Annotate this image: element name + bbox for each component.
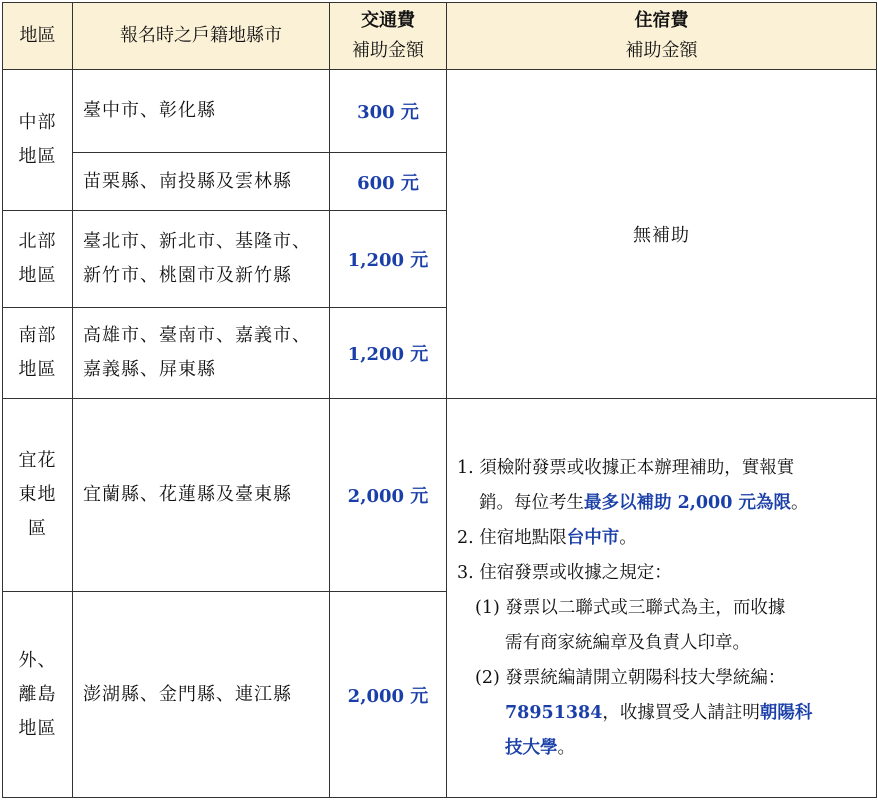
lodging-none: 無補助	[447, 70, 877, 399]
transport-sub: 補助金額	[352, 40, 424, 61]
note-highlight: 最多以補助 2,000 元為限	[584, 493, 791, 513]
region-east: 宜花 東地 區	[3, 399, 73, 592]
lodging-notes	[447, 399, 877, 798]
region-islands: 外、 離島 地區	[3, 592, 73, 798]
note-1-line-1: 1. 須檢附發票或收據正本辦理補助，實報實	[457, 458, 795, 478]
region-south: 南部 地區	[3, 308, 73, 399]
note-2: 2. 住宿地點限台中市。	[457, 528, 637, 548]
lodging-title: 住宿費	[634, 10, 689, 31]
transport-amount: 1,200 元	[330, 211, 447, 308]
transport-amount: 1,200 元	[330, 308, 447, 399]
note-3-2-line-2: 78951384，收據買受人請註明朝陽科	[505, 703, 813, 723]
note-3-1-line-2: 需有商家統編章及負責人印章。	[505, 633, 750, 653]
region-north: 北部 地區	[3, 211, 73, 308]
transport-amount: 2,000 元	[330, 399, 447, 592]
header-county: 報名時之戶籍地縣市	[73, 3, 330, 70]
note-1-line-2: 銷。每位考生最多以補助 2,000 元為限。	[479, 493, 809, 513]
note-3-2-line-3: 技大學。	[505, 738, 575, 758]
table-row	[3, 399, 877, 592]
subsidy-table	[2, 2, 877, 798]
header-region: 地區	[3, 3, 73, 70]
note-3-2-line-1: (2) 發票統編請開立朝陽科技大學統編：	[475, 668, 786, 688]
table-row	[3, 70, 877, 153]
note-highlight: 技大學	[505, 738, 558, 758]
note-3-1-line-1: (1) 發票以二聯式或三聯式為主，而收據	[475, 598, 786, 618]
note-highlight: 朝陽科	[759, 703, 813, 723]
note-3: 3. 住宿發票或收據之規定：	[457, 563, 672, 583]
region-central: 中部 地區	[3, 70, 73, 211]
county-cell: 宜蘭縣、花蓮縣及臺東縣	[73, 399, 330, 592]
note-highlight: 78951384	[505, 703, 603, 723]
transport-amount: 600 元	[330, 153, 447, 211]
county-cell: 高雄市、臺南市、嘉義市、 嘉義縣、屏東縣	[73, 308, 330, 399]
county-cell: 臺北市、新北市、基隆市、 新竹市、桃園市及新竹縣	[73, 211, 330, 308]
county-cell: 臺中市、彰化縣	[73, 70, 330, 153]
header-transport	[330, 3, 447, 70]
lodging-sub: 補助金額	[625, 40, 698, 61]
transport-amount: 2,000 元	[330, 592, 447, 798]
header-lodging	[447, 3, 877, 70]
county-cell: 澎湖縣、金門縣、連江縣	[73, 592, 330, 798]
note-highlight: 台中市	[566, 528, 620, 548]
county-cell: 苗栗縣、南投縣及雲林縣	[73, 153, 330, 211]
header-row	[3, 3, 877, 70]
transport-amount: 300 元	[330, 70, 447, 153]
transport-title: 交通費	[361, 10, 415, 31]
